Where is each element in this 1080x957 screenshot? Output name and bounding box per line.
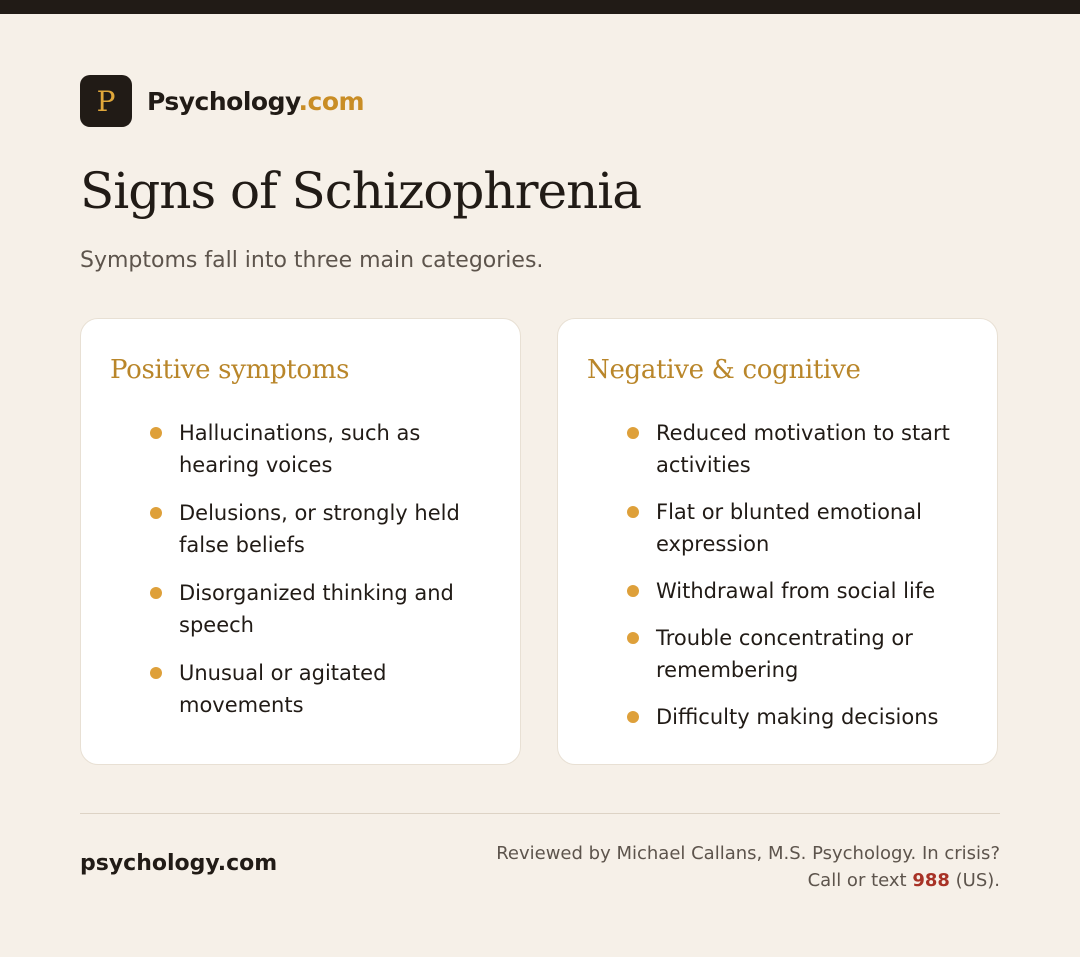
symptom-list	[81, 417, 520, 737]
bullet-icon	[627, 506, 639, 518]
list-item-text: Hallucinations, such as hearing voices	[179, 421, 421, 477]
footer-divider	[80, 813, 1000, 814]
logo-letter: P	[96, 84, 116, 118]
bullet-icon	[627, 585, 639, 597]
footer-brand-link[interactable]: psychology.com	[80, 851, 278, 876]
page-subtitle: Symptoms fall into three main categories.	[80, 248, 544, 273]
list-item	[81, 417, 520, 481]
list-item	[81, 657, 520, 721]
list-item-text: Reduced motivation to start activities	[656, 421, 950, 477]
bullet-icon	[627, 711, 639, 723]
logo-badge	[80, 75, 132, 127]
crisis-prefix: Call or text	[807, 870, 913, 891]
brand-name-main: Psychology	[147, 86, 299, 116]
brand[interactable]	[80, 75, 364, 127]
brand-name-tld: .com	[298, 86, 365, 116]
list-item-text: Withdrawal from social life	[656, 579, 936, 603]
symptom-list	[558, 417, 997, 748]
list-item-text: Unusual or agitated movements	[179, 661, 387, 717]
bullet-icon	[150, 587, 162, 599]
bullet-icon	[150, 667, 162, 679]
positive-symptoms-card	[80, 318, 521, 765]
page-title: Signs of Schizophrenia	[80, 162, 642, 220]
list-item-text: Flat or blunted emotional expression	[656, 500, 922, 556]
negative-cognitive-card	[557, 318, 998, 765]
footer-note	[496, 840, 1000, 894]
bullet-icon	[627, 427, 639, 439]
bullet-icon	[150, 427, 162, 439]
brand-name	[147, 87, 364, 116]
list-item-text: Trouble concentrating or remembering	[656, 626, 913, 682]
card-title: Positive symptoms	[110, 355, 350, 385]
bullet-icon	[150, 507, 162, 519]
bullet-icon	[627, 632, 639, 644]
top-bar	[0, 0, 1080, 14]
list-item	[558, 575, 997, 607]
list-item	[558, 417, 997, 481]
list-item	[81, 497, 520, 561]
card-title: Negative & cognitive	[587, 355, 861, 385]
list-item	[81, 577, 520, 641]
list-item-text: Disorganized thinking and speech	[179, 581, 454, 637]
review-note: Reviewed by Michael Callans, M.S. Psychology. In crisis?	[496, 843, 1000, 864]
crisis-line	[496, 867, 1000, 894]
list-item-text: Delusions, or strongly held false beliefs	[179, 501, 460, 557]
list-item	[558, 496, 997, 560]
list-item	[558, 701, 997, 733]
list-item-text: Difficulty making decisions	[656, 705, 939, 729]
list-item	[558, 622, 997, 686]
hotline-number[interactable]: 988	[912, 870, 950, 891]
crisis-suffix: (US).	[949, 870, 1000, 891]
